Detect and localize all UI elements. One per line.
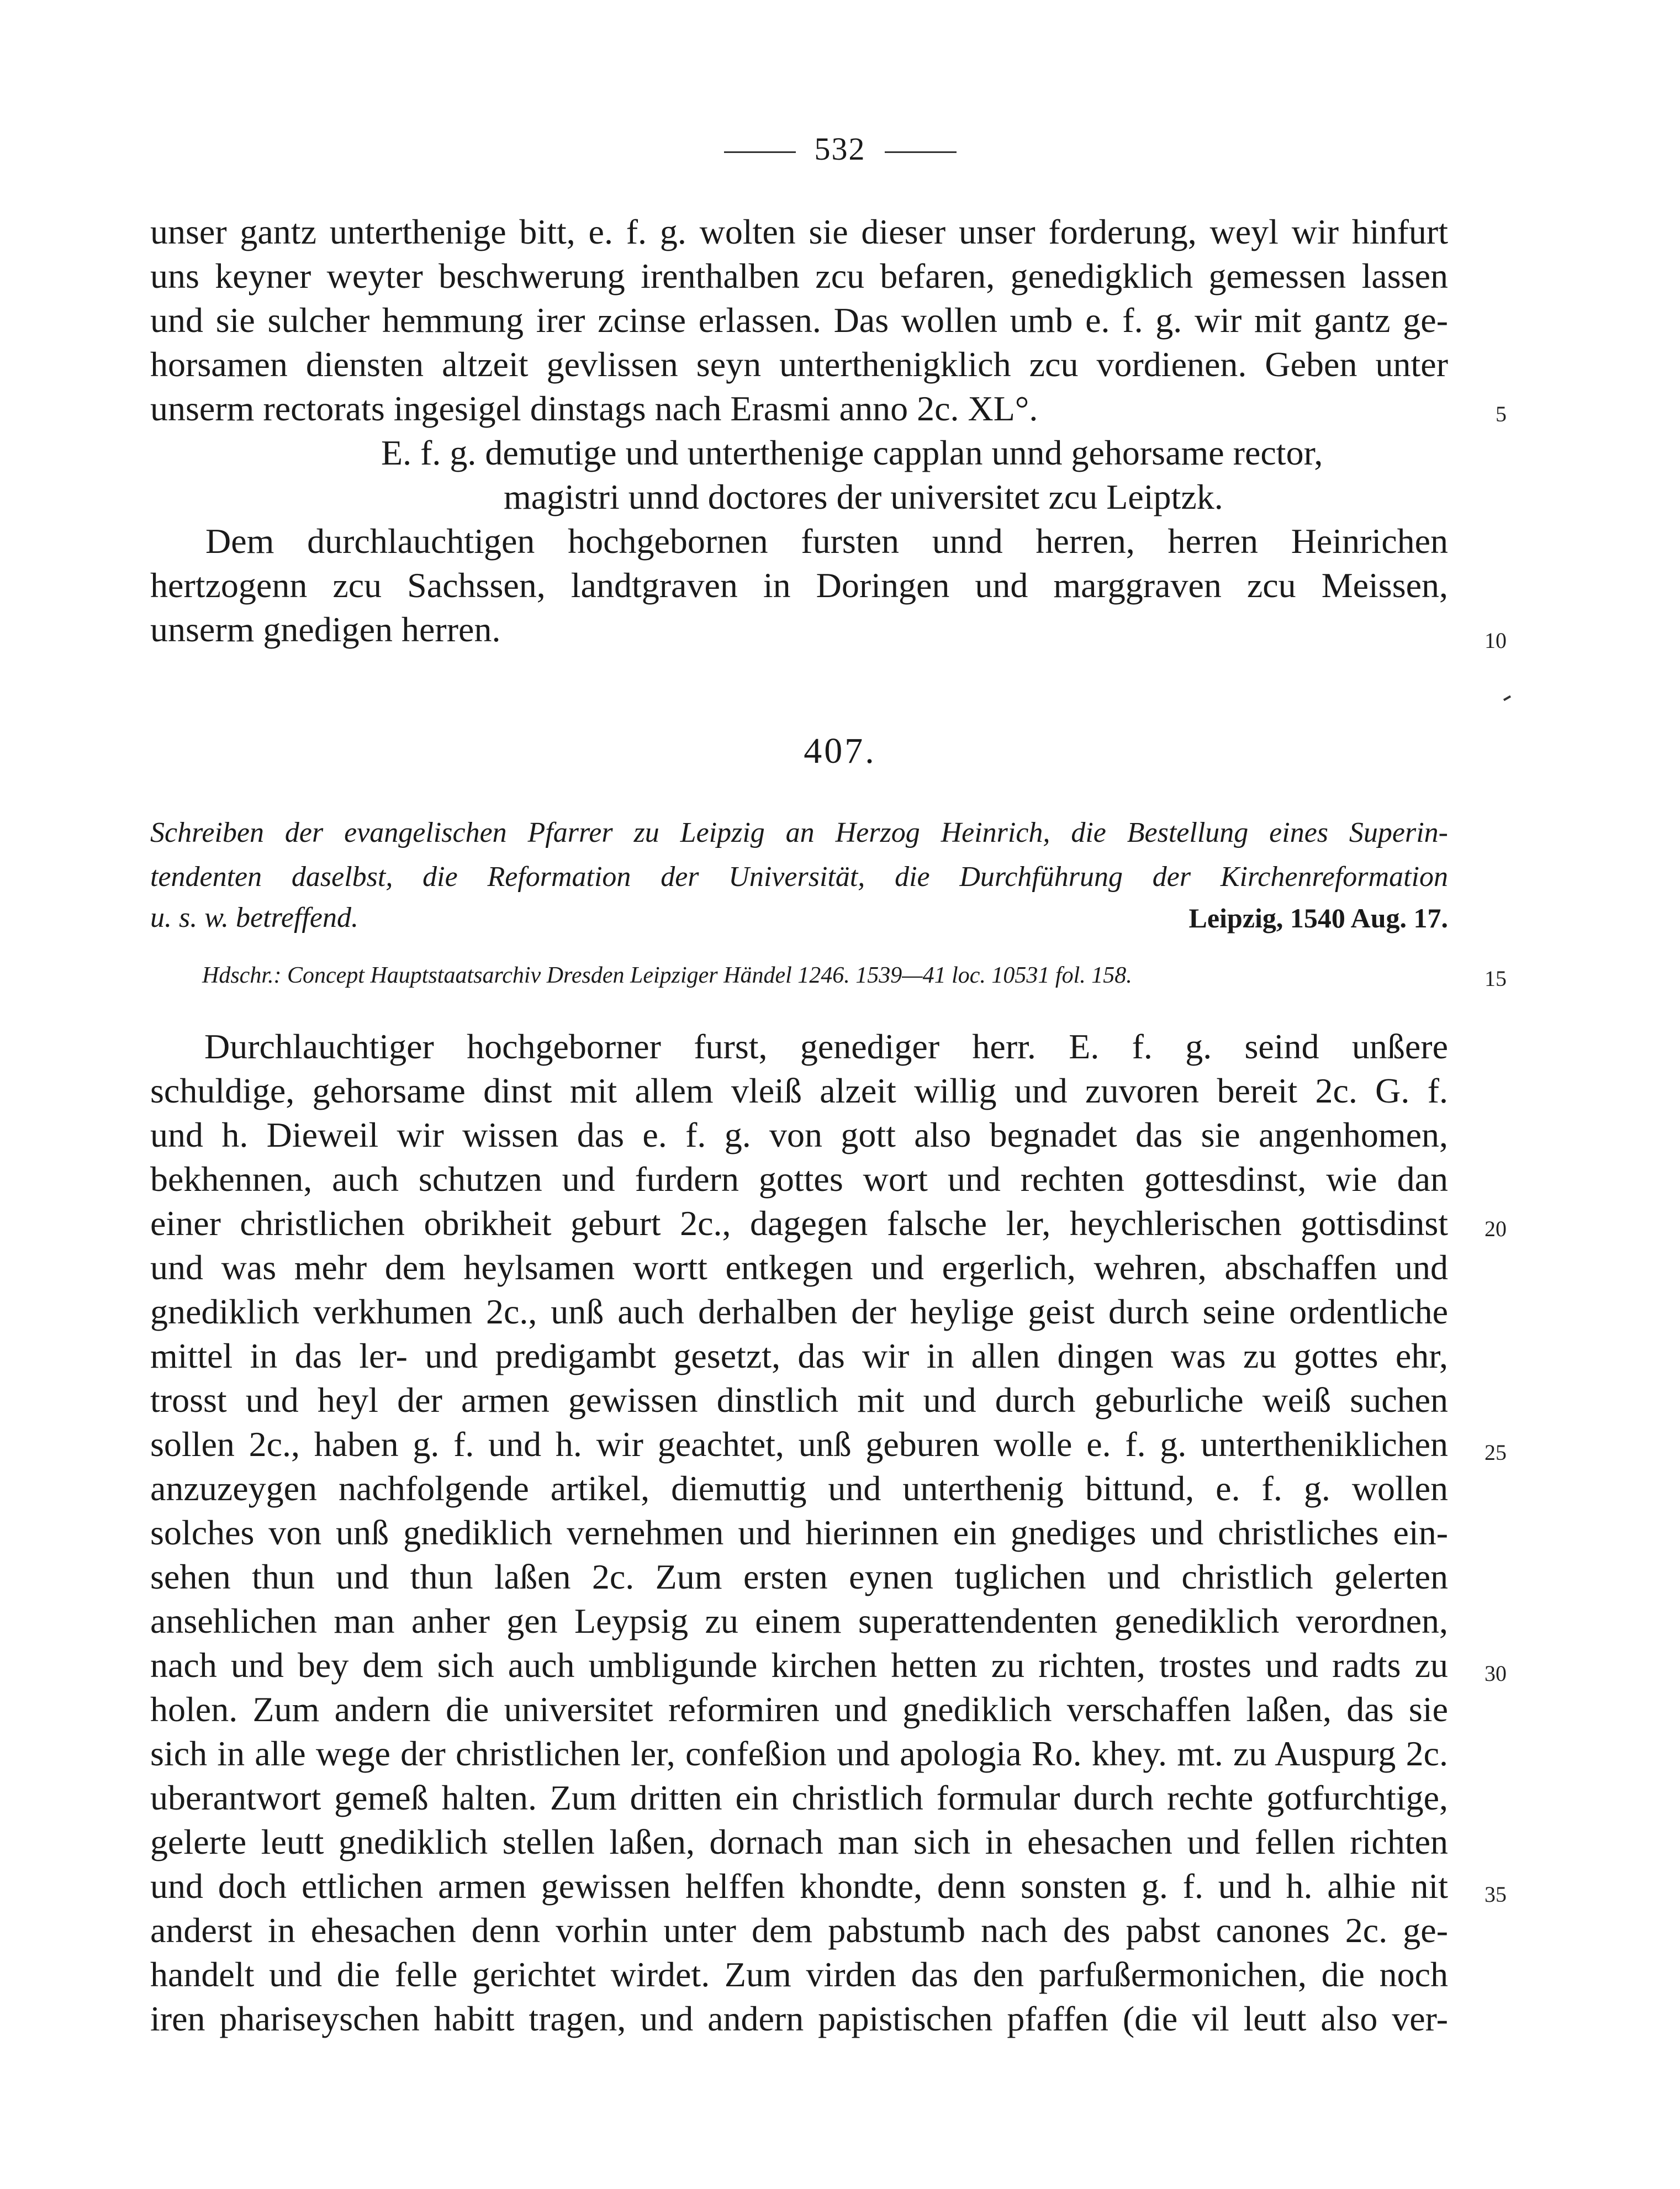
body-line: trosst und heyl der armen gewissen dinstlich mit und durch geburliche weiß suchen — [150, 1380, 1448, 1420]
signature-line: magistri unnd doctores der universitet zcu Leiptzk. — [504, 477, 1223, 516]
address-line: unserm gnedigen herren. — [150, 610, 501, 649]
body-line: und doch ettlichen armen gewissen helffen khondte, denn sonsten g. f. und h. alhie nit — [150, 1866, 1448, 1906]
page-header — [0, 127, 1680, 171]
place-date: Leipzig, 1540 Aug. 17. — [1188, 903, 1448, 933]
line-number: 35 — [1484, 1882, 1507, 1907]
source-note: Hdschr.: Concept Hauptstaatsarchiv Dresden Leipziger Händel 1246. 1539—41 loc. 10531 fol. 158. — [202, 963, 1132, 988]
summary-line: tendenten daselbst, die Reformation der Universität, die Durchführung der Kirchenreformation — [150, 861, 1448, 893]
body-line: sehen thun und thun laßen 2c. Zum ersten eynen tuglichen und christlich gelerten — [150, 1557, 1448, 1596]
body-line: sollen 2c., haben g. f. und h. wir geachtet, unß geburen wolle e. f. g. untertheniklichen — [150, 1425, 1448, 1464]
line-number: 20 — [1484, 1216, 1507, 1241]
body-line: holen. Zum andern die universitet reformiren und gnediklich verschaffen laßen, das sie — [150, 1690, 1448, 1729]
body-line: schuldige, gehorsame dinst mit allem vleiß alzeit willig und zuvoren bereit 2c. G. f. — [150, 1071, 1448, 1110]
body-line: anzuzeygen nachfolgende artikel, diemuttig und unterthenig bittund, e. f. g. wollen — [150, 1469, 1448, 1508]
body-line: ansehlichen man anher gen Leypsig zu einem superattendenten genediklich verordnen, — [150, 1601, 1448, 1641]
body-line: iren phariseyschen habitt tragen, und andern papistischen pfaffen (die vil leutt also ver- — [150, 1999, 1448, 2038]
document-number: 407. — [804, 731, 876, 771]
page-number: 532 — [814, 131, 866, 167]
body-line: handelt und die felle gerichtet wirdet. Zum virden das den parfußermonichen, die noch — [150, 1955, 1448, 1994]
summary-line: Schreiben der evangelischen Pfarrer zu Leipzig an Herzog Heinrich, die Bestellung eines Superin- — [150, 817, 1448, 848]
text-line: unser gantz unterthenige bitt, e. f. g. wolten sie dieser unser forderung, weyl wir hinfurt — [150, 212, 1448, 251]
body-line: gelerte leutt gnediklich stellen laßen, dornach man sich in ehesachen und fellen richten — [150, 1822, 1448, 1861]
line-number: 5 — [1496, 402, 1507, 426]
body-line: uberantwort gemeß halten. Zum dritten ein christlich formular durch rechte gotfurchtige, — [150, 1778, 1448, 1817]
text-line: und sie sulcher hemmung irer zcinse erlassen. Das wollen umb e. f. g. wir mit gantz ge- — [150, 300, 1448, 340]
body-line: und h. Dieweil wir wissen das e. f. g. von gott also begnadet das sie angenhomen, — [150, 1115, 1448, 1154]
summary-line-last — [150, 896, 1448, 940]
body-line: gnediklich verkhumen 2c., unß auch derhalben der heylige geist durch seine ordentliche — [150, 1292, 1448, 1331]
line-number: 25 — [1484, 1440, 1507, 1465]
body-line: solches von unß gnediklich vernehmen und hierinnen ein gnediges und christliches ein- — [150, 1513, 1448, 1552]
body-line: nach und bey dem sich auch umbligunde kirchen hetten zu richten, trostes und radts zu — [150, 1645, 1448, 1685]
body-line: mittel in das ler- und predigambt gesetzt, das wir in allen dingen was zu gottes ehr, — [150, 1336, 1448, 1375]
line-number: 10 — [1484, 628, 1507, 653]
address-line: Dem durchlauchtigen hochgebornen fursten unnd herren, herren Heinrichen — [205, 521, 1448, 561]
body-line: Durchlauchtiger hochgeborner furst, genediger herr. E. f. g. seind unßere — [204, 1027, 1448, 1066]
line-number: 15 — [1484, 966, 1507, 991]
text-line: uns keyner weyter beschwerung irenthalben zcu befaren, genedigklich gemessen lassen — [150, 256, 1448, 296]
body-line: und was mehr dem heylsamen wortt entkegen und ergerlich, wehren, abschaffen und — [150, 1248, 1448, 1287]
stray-mark — [1503, 695, 1511, 701]
line-number: 30 — [1484, 1661, 1507, 1686]
text-line: unserm rectorats ingesigel dinstags nach Erasmi anno 2c. XL°. — [150, 389, 1038, 428]
header-rule-left — [724, 151, 796, 153]
body-line: bekhennen, auch schutzen und furdern gottes wort und rechten gottesdinst, wie dan — [150, 1159, 1448, 1199]
address-line: hertzogenn zcu Sachssen, landtgraven in Doringen und marggraven zcu Meissen, — [150, 566, 1448, 605]
summary-text: u. s. w. betreffend. — [150, 902, 358, 933]
header-rule-right — [885, 151, 957, 153]
signature-line: E. f. g. demutige und unterthenige capplan unnd gehorsame rector, — [381, 433, 1323, 472]
body-line: sich in alle wege der christlichen ler, confeßion und apologia Ro. khey. mt. zu Auspurg 2c. — [150, 1734, 1448, 1773]
body-line: anderst in ehesachen denn vorhin unter dem pabstumb nach des pabst canones 2c. ge- — [150, 1911, 1448, 1950]
text-line: horsamen diensten altzeit gevlissen seyn unterthenigklich zcu vordienen. Geben unter — [150, 345, 1448, 384]
body-line: einer christlichen obrikheit geburt 2c., dagegen falsche ler, heychlerischen gottisdinst — [150, 1204, 1448, 1243]
